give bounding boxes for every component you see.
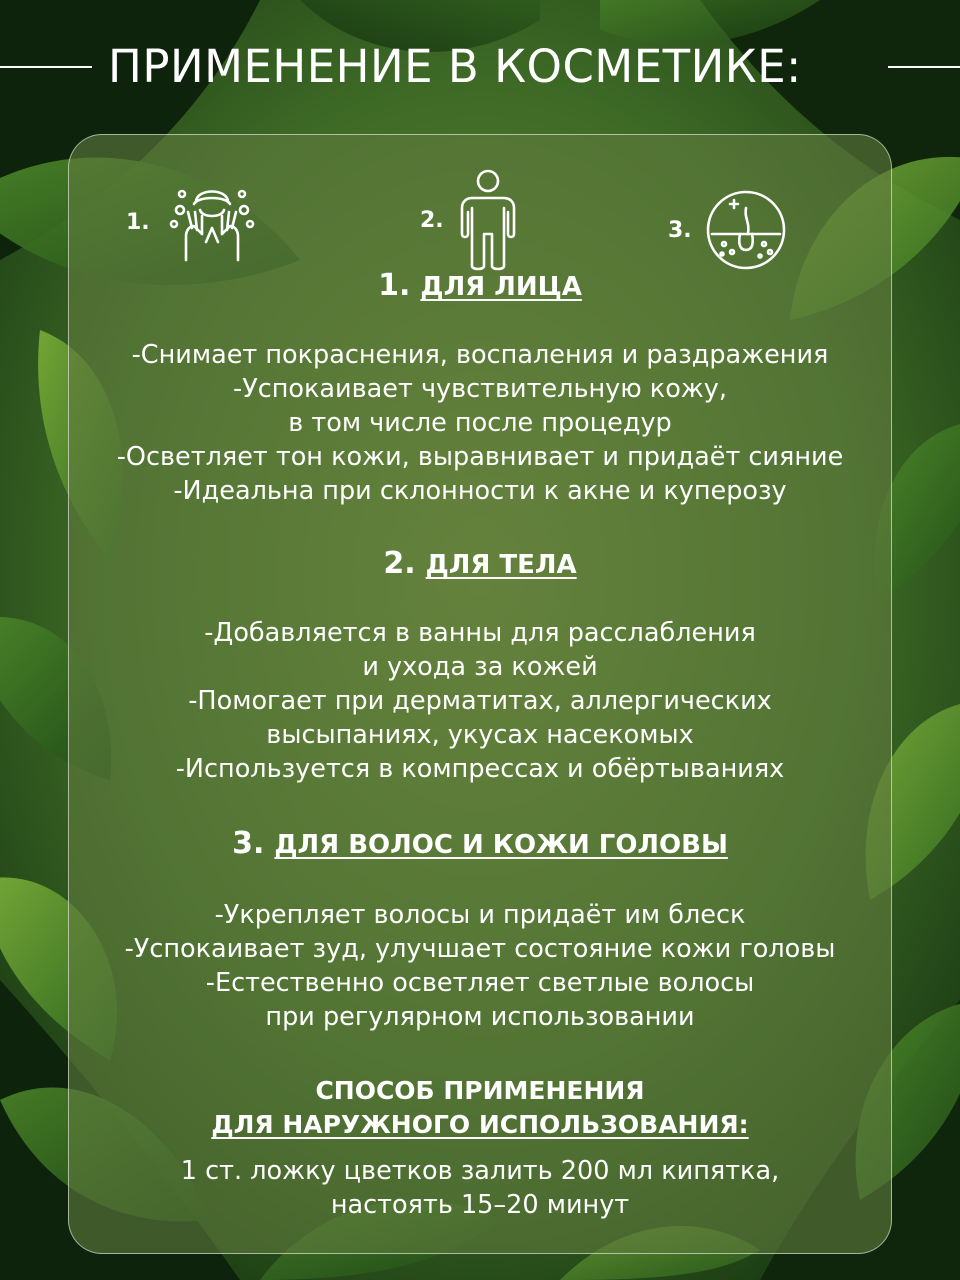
section-title: ДЛЯ ВОЛОС И КОЖИ ГОЛОВЫ (274, 830, 728, 860)
section-hair-heading (0, 826, 960, 861)
section-number: 1. (378, 268, 411, 303)
text-line: настоять 15–20 минут (330, 1190, 630, 1220)
text-line: -Укрепляет волосы и придаёт им блеск (214, 900, 746, 930)
section-face-heading (0, 268, 960, 303)
text-line: -Используется в компрессах и обёртываниях (175, 754, 785, 784)
icon-number: 3. (668, 217, 692, 243)
face-wash-icon (162, 172, 262, 272)
section-title: ДЛЯ ЛИЦА (420, 272, 582, 302)
title-divider-right (888, 66, 960, 68)
hair-follicle-icon (704, 188, 788, 272)
icon-item-face (126, 172, 262, 272)
title-row (0, 36, 960, 100)
text-line: -Помогает при дерматитах, аллергических (188, 686, 772, 716)
icon-item-body (420, 168, 520, 272)
section-number: 2. (383, 546, 416, 581)
body-figure-icon (456, 168, 520, 272)
method-title-line: СПОСОБ ПРИМЕНЕНИЯ (315, 1076, 645, 1105)
text-line: -Успокаивает чувствительную кожу, (233, 374, 727, 404)
text-line: -Успокаивает зуд, улучшает состояние кожи головы (124, 934, 836, 964)
text-line: -Осветляет тон кожи, выравнивает и придаёт сияние (116, 442, 844, 472)
section-hair-text (0, 898, 960, 1034)
section-title: ДЛЯ ТЕЛА (425, 550, 577, 580)
text-line: в том числе после процедур (288, 408, 672, 438)
section-body-text (0, 616, 960, 786)
section-number: 3. (232, 826, 265, 861)
icon-number: 2. (420, 207, 444, 233)
section-face-text (0, 338, 960, 508)
method-title-line: ДЛЯ НАРУЖНОГО ИСПОЛЬЗОВАНИЯ: (211, 1110, 749, 1139)
text-line: -Добавляется в ванны для расслабления (204, 618, 756, 648)
section-body-heading (0, 546, 960, 581)
page-title: ПРИМЕНЕНИЕ В КОСМЕТИКЕ: (108, 40, 802, 93)
title-divider-left (0, 66, 92, 68)
text-line: -Снимает покраснения, воспаления и раздражения (131, 340, 829, 370)
icon-item-hair (668, 188, 788, 272)
method-heading (0, 1074, 960, 1142)
text-line: и ухода за кожей (362, 652, 598, 682)
text-line: 1 ст. ложку цветков залить 200 мл кипятка, (180, 1156, 780, 1186)
text-line: -Идеальна при склонности к акне и куперозу (173, 476, 787, 506)
text-line: при регулярном использовании (265, 1002, 695, 1032)
method-text (0, 1154, 960, 1222)
text-line: высыпаниях, укусах насекомых (266, 720, 694, 750)
icon-number: 1. (126, 209, 150, 235)
text-line: -Естественно осветляет светлые волосы (205, 968, 755, 998)
